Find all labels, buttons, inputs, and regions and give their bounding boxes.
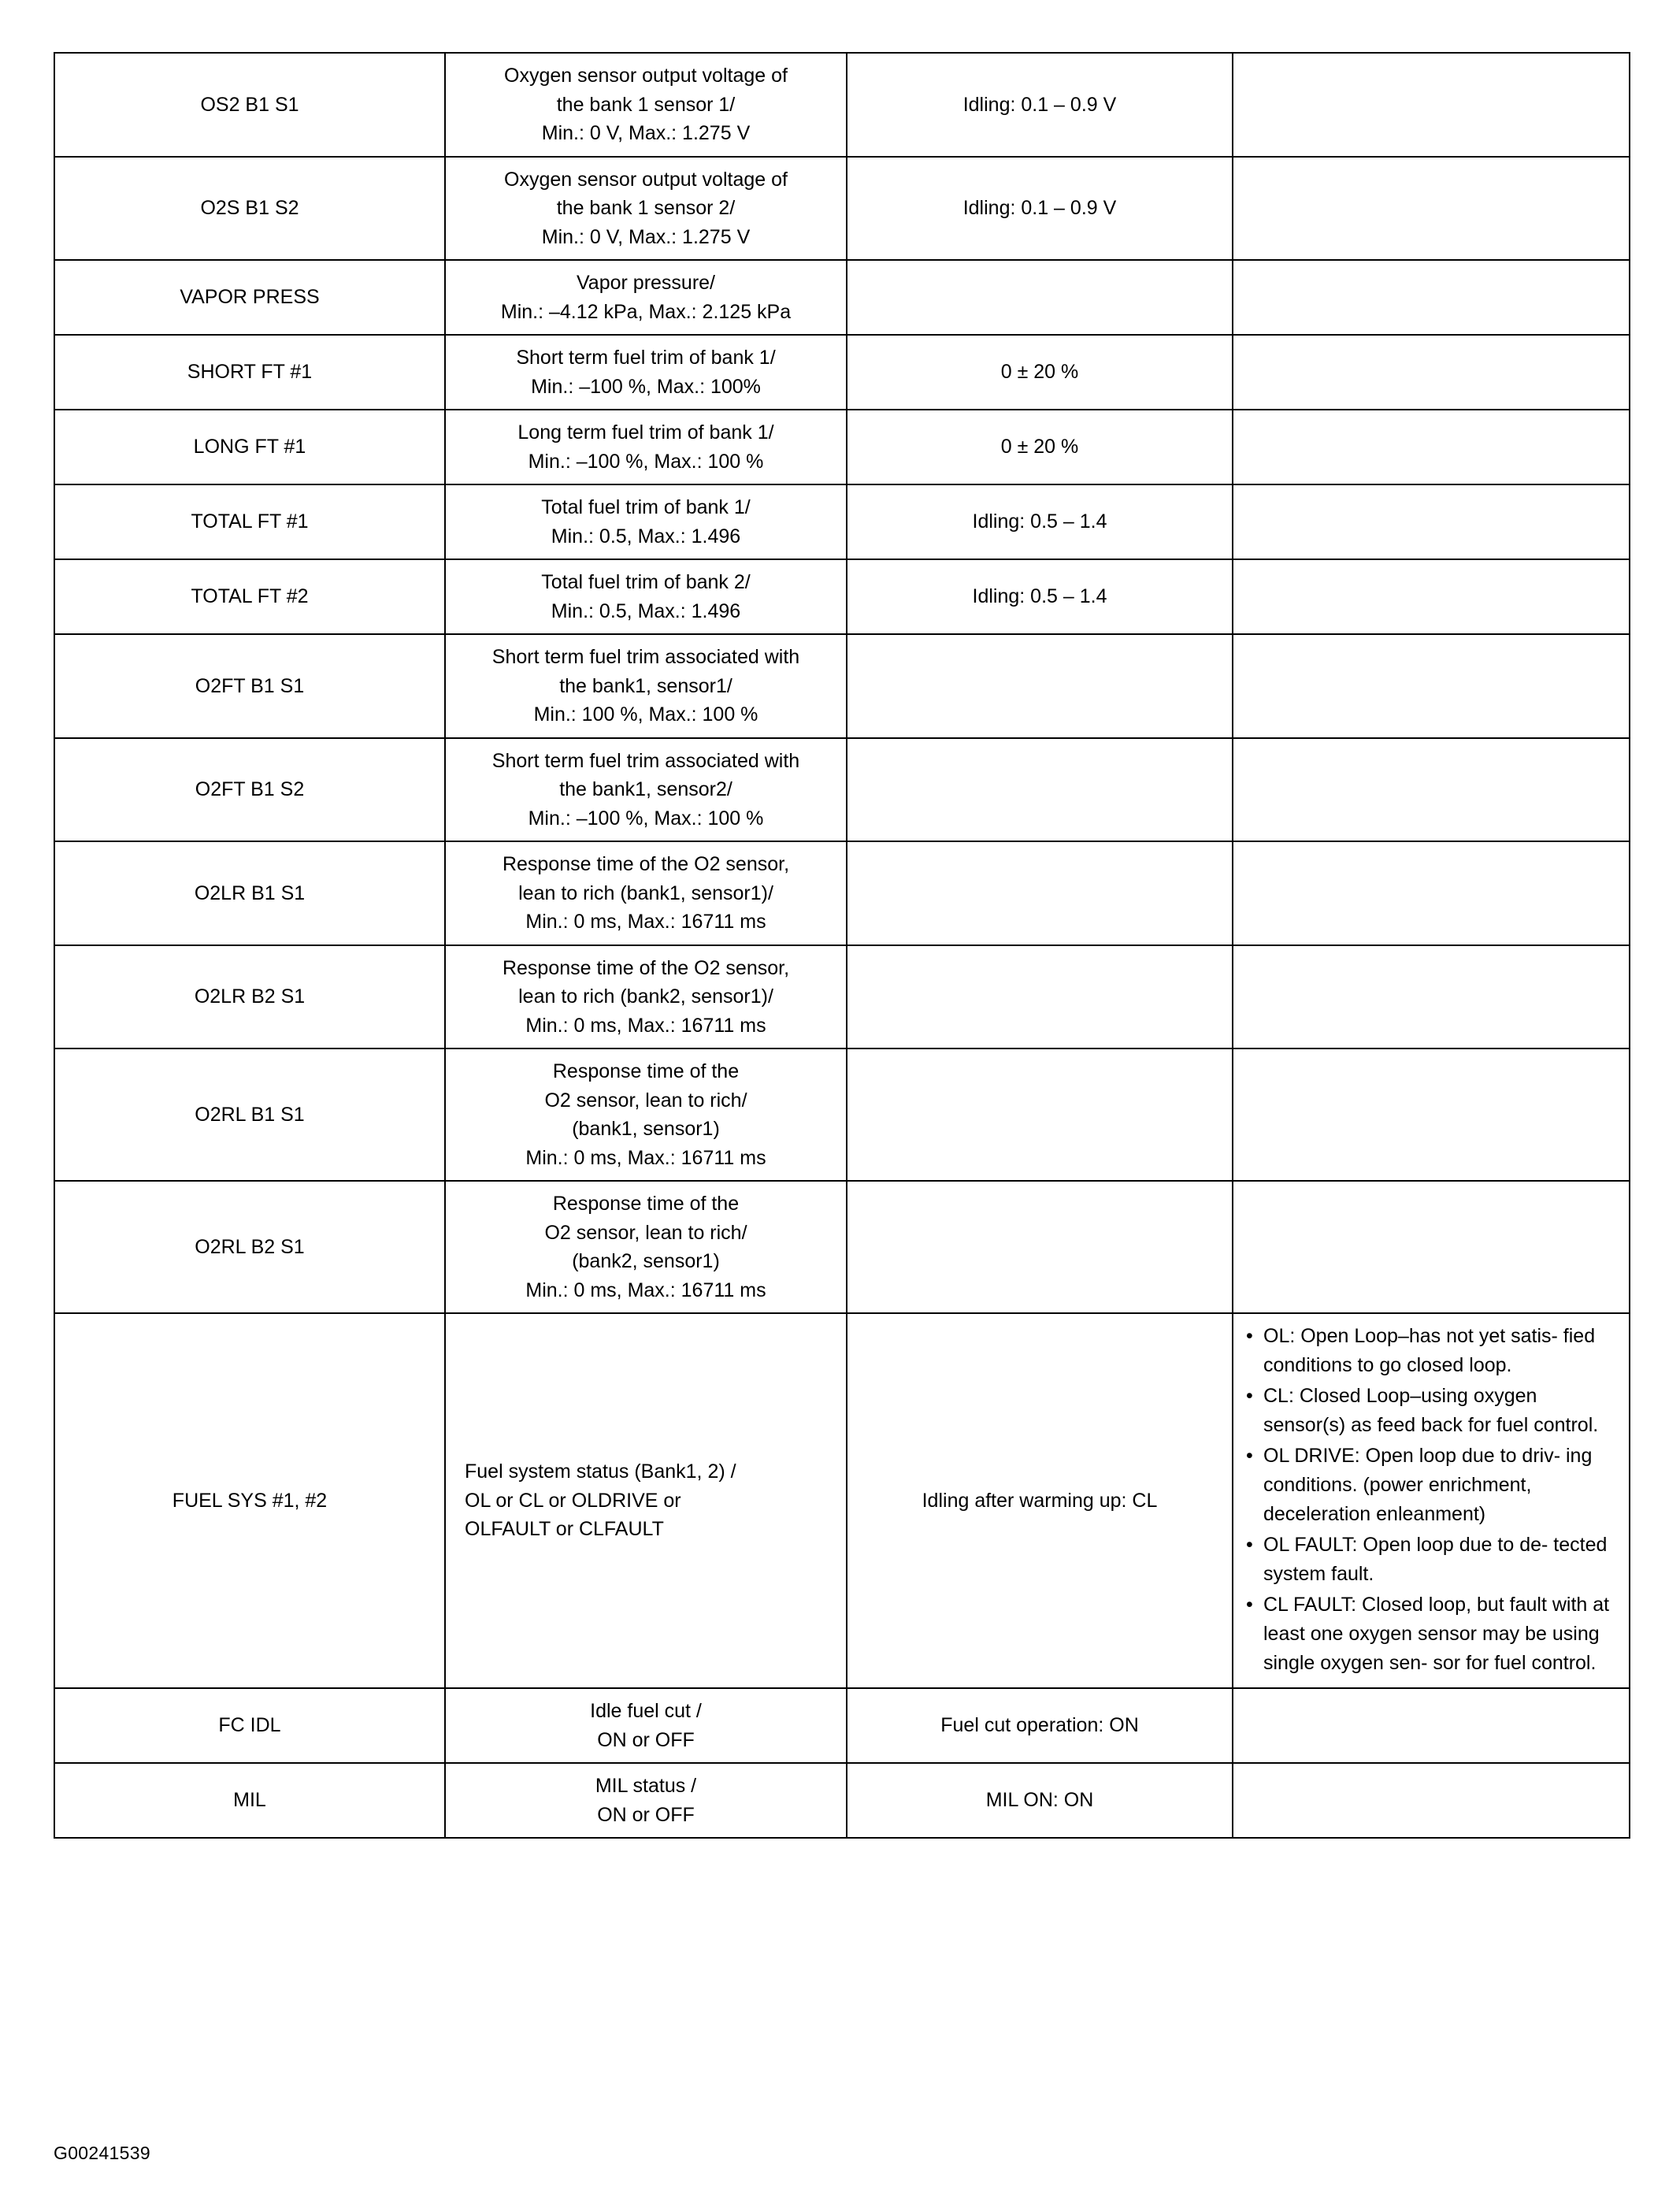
notes-cell [1233,335,1630,410]
notes-cell [1233,484,1630,559]
parameter-description-cell [445,1688,847,1763]
description-line: O2 sensor, lean to rich/ [544,1221,747,1244]
specification-cell [847,410,1233,484]
specification-cell [847,484,1233,559]
notes-list-item: • CL: Closed Loop–using oxygen sensor(s) as feed back for fuel control. [1243,1382,1619,1440]
specification-cell [847,1313,1233,1688]
description-line: Idle fuel cut / [590,1700,702,1722]
specification-cell [847,53,1233,157]
table-row [54,1313,1630,1688]
description-line: Response time of the O2 sensor, [502,956,790,979]
table-row [54,53,1630,157]
table-row [54,1763,1630,1838]
description-line: Min.: 0 ms, Max.: 16711 ms [525,911,766,933]
parameter-name-cell: O2LR B2 S1 [54,945,445,1049]
parameter-name-cell: O2RL B2 S1 [54,1181,445,1313]
description-line: Vapor pressure/ [576,272,715,294]
description-line: O2 sensor, lean to rich/ [544,1089,747,1112]
table-row [54,841,1630,945]
parameter-name-cell: LONG FT #1 [54,410,445,484]
specification-cell [847,1688,1233,1763]
parameter-description-cell [445,410,847,484]
parameter-description-cell [445,157,847,261]
notes-cell [1233,559,1630,634]
description-line: OL or CL or OLDRIVE or [465,1489,681,1512]
table-row [54,738,1630,842]
parameter-name-cell: O2LR B1 S1 [54,841,445,945]
description-line: Min.: 0 ms, Max.: 16711 ms [525,1014,766,1037]
parameter-name-cell: TOTAL FT #1 [54,484,445,559]
specification-line: Idling: 0.5 – 1.4 [972,510,1107,533]
specification-cell [847,945,1233,1049]
description-line: lean to rich (bank1, sensor1)/ [518,881,773,904]
parameter-name-cell: O2RL B1 S1 [54,1048,445,1181]
table-row [54,260,1630,335]
notes-cell [1233,1763,1630,1838]
parameter-description-cell [445,738,847,842]
description-line: Oxygen sensor output voltage of [504,168,788,191]
description-line: Min.: 0 ms, Max.: 16711 ms [525,1146,766,1169]
parameter-name-cell: FC IDL [54,1688,445,1763]
description-line: Min.: 100 %, Max.: 100 % [533,703,758,726]
description-line: Response time of the [552,1193,740,1215]
description-line: Min.: –4.12 kPa, Max.: 2.125 kPa [500,300,792,323]
parameter-description-cell [445,53,847,157]
notes-list-item: • OL DRIVE: Open loop due to driv- ing conditions. (power enrichment, deceleration enleanment) [1243,1442,1619,1529]
description-line: Response time of the [552,1060,740,1082]
notes-list [1243,1322,1619,1678]
description-line: lean to rich (bank2, sensor1)/ [518,985,773,1008]
description-line: OLFAULT or CLFAULT [465,1518,664,1541]
specification-line: MIL ON: ON [985,1789,1094,1812]
parameter-description-cell [445,1048,847,1181]
parameter-name-cell: OS2 B1 S1 [54,53,445,157]
specification-cell [847,260,1233,335]
notes-cell [1233,1688,1630,1763]
notes-cell [1233,634,1630,738]
notes-cell [1233,738,1630,842]
description-line: Total fuel trim of bank 2/ [541,571,751,593]
specification-cell [847,1763,1233,1838]
footer-document-code: G00241539 [54,2143,150,2163]
specification-line: 0 ± 20 % [1000,436,1079,458]
parameter-description-cell [445,841,847,945]
specification-cell [847,559,1233,634]
description-line: Short term fuel trim of bank 1/ [516,347,776,369]
description-line: ON or OFF [597,1803,695,1826]
notes-cell [1233,53,1630,157]
description-line: Fuel system status (Bank1, 2) / [465,1460,736,1483]
specification-line: Idling: 0.5 – 1.4 [972,585,1107,608]
specification-cell [847,157,1233,261]
specification-line: Idling after warming up: CL [922,1489,1158,1512]
table-row [54,157,1630,261]
specification-cell [847,1181,1233,1313]
description-line: the bank 1 sensor 2/ [556,197,736,219]
parameter-description-cell [445,335,847,410]
notes-cell [1233,1313,1630,1688]
description-line: Short term fuel trim associated with [491,646,800,668]
description-line: the bank1, sensor2/ [559,778,732,800]
parameter-description-cell [445,1763,847,1838]
description-line: Response time of the O2 sensor, [502,853,790,875]
description-line: Min.: 0 V, Max.: 1.275 V [541,122,751,144]
notes-cell [1233,157,1630,261]
parameter-description-cell [445,484,847,559]
description-line: Min.: –100 %, Max.: 100 % [528,807,764,830]
notes-cell [1233,841,1630,945]
diagnostic-parameter-table [54,52,1630,1839]
specification-line: Idling: 0.1 – 0.9 V [962,197,1117,219]
table-row [54,634,1630,738]
parameter-name-cell: TOTAL FT #2 [54,559,445,634]
description-line: (bank1, sensor1) [572,1118,720,1140]
specification-cell [847,738,1233,842]
parameter-description-cell [445,260,847,335]
notes-list-item: • OL FAULT: Open loop due to de- tected system fault. [1243,1531,1619,1589]
description-line: the bank 1 sensor 1/ [556,93,736,116]
specification-line: Idling: 0.1 – 0.9 V [962,93,1117,116]
table-row [54,559,1630,634]
description-line: (bank2, sensor1) [572,1250,720,1272]
table-row [54,335,1630,410]
description-line: Min.: 0 ms, Max.: 16711 ms [525,1279,766,1301]
specification-cell [847,1048,1233,1181]
table-row [54,1048,1630,1181]
table-row [54,945,1630,1049]
description-line: the bank1, sensor1/ [559,674,732,697]
specification-cell [847,841,1233,945]
table-row [54,484,1630,559]
notes-list-item: • CL FAULT: Closed loop, but fault with at least one oxygen sensor may be using single oxygen sen- sor for fuel control. [1243,1590,1619,1678]
parameter-description-cell [445,559,847,634]
parameter-name-cell: O2FT B1 S1 [54,634,445,738]
parameter-name-cell: FUEL SYS #1, #2 [54,1313,445,1688]
notes-cell [1233,260,1630,335]
description-line: Min.: –100 %, Max.: 100% [531,375,761,398]
parameter-description-cell [445,1313,847,1688]
specification-cell [847,634,1233,738]
description-line: Min.: –100 %, Max.: 100 % [528,450,764,473]
description-line: Min.: 0.5, Max.: 1.496 [551,599,741,622]
description-line: Min.: 0.5, Max.: 1.496 [551,525,741,547]
description-line: MIL status / [595,1775,697,1797]
description-line: Total fuel trim of bank 1/ [541,496,751,518]
parameter-name-cell: MIL [54,1763,445,1838]
parameter-name-cell: O2FT B1 S2 [54,738,445,842]
parameter-description-cell [445,1181,847,1313]
description-line: Long term fuel trim of bank 1/ [517,421,774,444]
notes-cell [1233,1181,1630,1313]
notes-cell [1233,945,1630,1049]
notes-cell [1233,410,1630,484]
parameter-description-cell [445,945,847,1049]
description-line: Min.: 0 V, Max.: 1.275 V [541,225,751,248]
table-row [54,1688,1630,1763]
table-row [54,1181,1630,1313]
description-line: Oxygen sensor output voltage of [504,65,788,87]
parameter-name-cell: SHORT FT #1 [54,335,445,410]
table-row [54,410,1630,484]
parameter-name-cell: VAPOR PRESS [54,260,445,335]
parameter-name-cell: O2S B1 S2 [54,157,445,261]
description-line: ON or OFF [597,1728,695,1751]
parameter-description-cell [445,634,847,738]
specification-line: 0 ± 20 % [1000,361,1079,384]
specification-line: Fuel cut operation: ON [940,1714,1139,1737]
notes-list-item: • OL: Open Loop–has not yet satis- fied conditions to go closed loop. [1243,1322,1619,1380]
table-body [54,53,1630,1838]
description-line: Short term fuel trim associated with [491,749,800,772]
notes-cell [1233,1048,1630,1181]
specification-cell [847,335,1233,410]
